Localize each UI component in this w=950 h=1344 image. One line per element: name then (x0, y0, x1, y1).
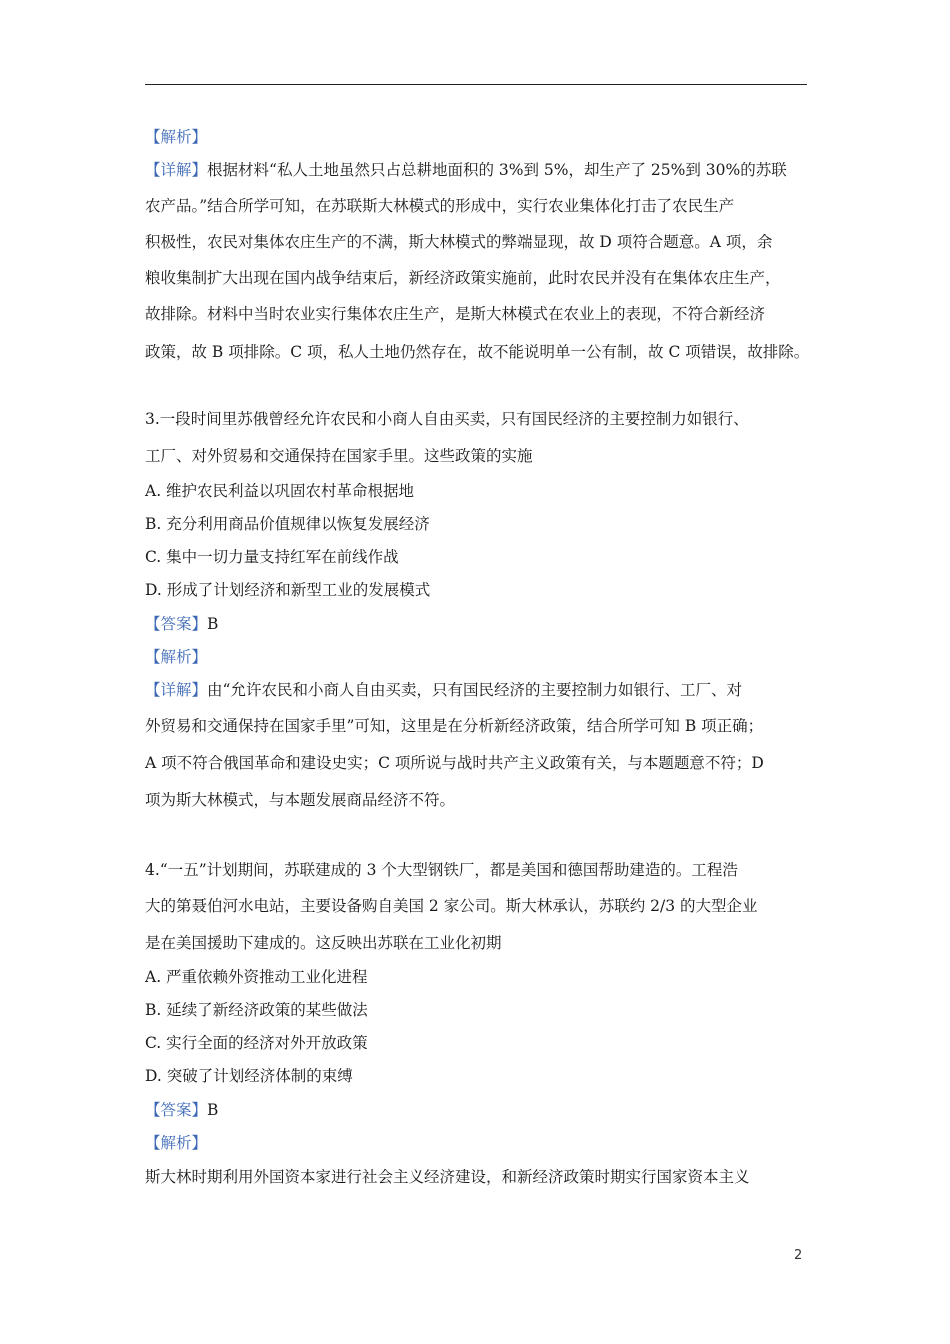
detail-line: 农产品。”结合所学可知，在苏联斯大林模式的形成中，实行农业集体化打击了农民生产 (145, 197, 735, 215)
question-stem: 是在美国援助下建成的。这反映出苏联在工业化初期 (145, 934, 502, 952)
answer-label: 【答案】 (145, 615, 208, 633)
option-a: A. 维护农民利益以巩固农村革命根据地 (145, 482, 415, 500)
detail-label: 【详解】 (145, 161, 208, 179)
answer-line (145, 1099, 218, 1121)
question-stem: 3.一段时间里苏俄曾经允许农民和小商人自由买卖，只有国民经济的主要控制力如银行、 (145, 410, 749, 428)
detail-line: 外贸易和交通保持在国家手里”可知，这里是在分析新经济政策，结合所学可知 B 项正确； (145, 717, 764, 735)
detail-line: A 项不符合俄国革命和建设史实；C 项所说与战时共产主义政策有关，与本题题意不符；D (145, 754, 764, 772)
detail-line: 积极性，农民对集体农庄生产的不满，斯大林模式的弊端显现，故 D 项符合题意。A 项，余 (145, 233, 773, 251)
option-d: D. 突破了计划经济体制的束缚 (145, 1067, 353, 1085)
option-a: A. 严重依赖外资推动工业化进程 (145, 968, 368, 986)
question-stem: 工厂、对外贸易和交通保持在国家手里。这些政策的实施 (145, 447, 533, 465)
question-stem: 4.“一五”计划期间，苏联建成的 3 个大型钢铁厂，都是美国和德国帮助建造的。工程浩 (145, 861, 738, 879)
detail-line: 政策，故 B 项排除。C 项，私人土地仍然存在，故不能说明单一公有制，故 C 项错误，故排除。 (145, 343, 810, 361)
analysis-line: 斯大林时期利用外国资本家进行社会主义经济建设，和新经济政策时期实行国家资本主义 (145, 1168, 750, 1186)
page-number: 2 (794, 1248, 803, 1263)
detail-line: 【详解】根据材料“私人土地虽然只占总耕地面积的 3%到 5%，却生产了 25%到 30%的苏联 (145, 161, 787, 179)
detail-line: 故排除。材料中当时农业实行集体农庄生产，是斯大林模式在农业上的表现，不符合新经济 (145, 305, 766, 323)
question-stem: 大的第聂伯河水电站，主要设备购自美国 2 家公司。斯大林承认，苏联约 2/3 的大型企业 (145, 897, 758, 915)
option-b: B. 充分利用商品价值规律以恢复发展经济 (145, 515, 430, 533)
answer-value: B (207, 1101, 219, 1119)
detail-label: 【详解】 (145, 681, 208, 699)
option-c: C. 实行全面的经济对外开放政策 (145, 1034, 368, 1052)
answer-value: B (207, 615, 219, 633)
option-c: C. 集中一切力量支持红军在前线作战 (145, 548, 399, 566)
detail-line: 粮收集制扩大出现在国内战争结束后，新经济政策实施前，此时农民并没有在集体农庄生产， (145, 269, 781, 287)
analysis-label: 【解析】 (145, 648, 208, 666)
option-b: B. 延续了新经济政策的某些做法 (145, 1001, 368, 1019)
analysis-label: 【解析】 (145, 1134, 208, 1152)
header-rule (145, 84, 807, 85)
option-d: D. 形成了计划经济和新型工业的发展模式 (145, 581, 431, 599)
answer-line (145, 613, 218, 635)
detail-line: 【详解】由“允许农民和小商人自由买卖，只有国民经济的主要控制力如银行、工厂、对 (145, 681, 742, 699)
detail-line: 项为斯大林模式，与本题发展商品经济不符。 (145, 791, 456, 809)
answer-label: 【答案】 (145, 1101, 208, 1119)
analysis-label: 【解析】 (145, 128, 208, 146)
